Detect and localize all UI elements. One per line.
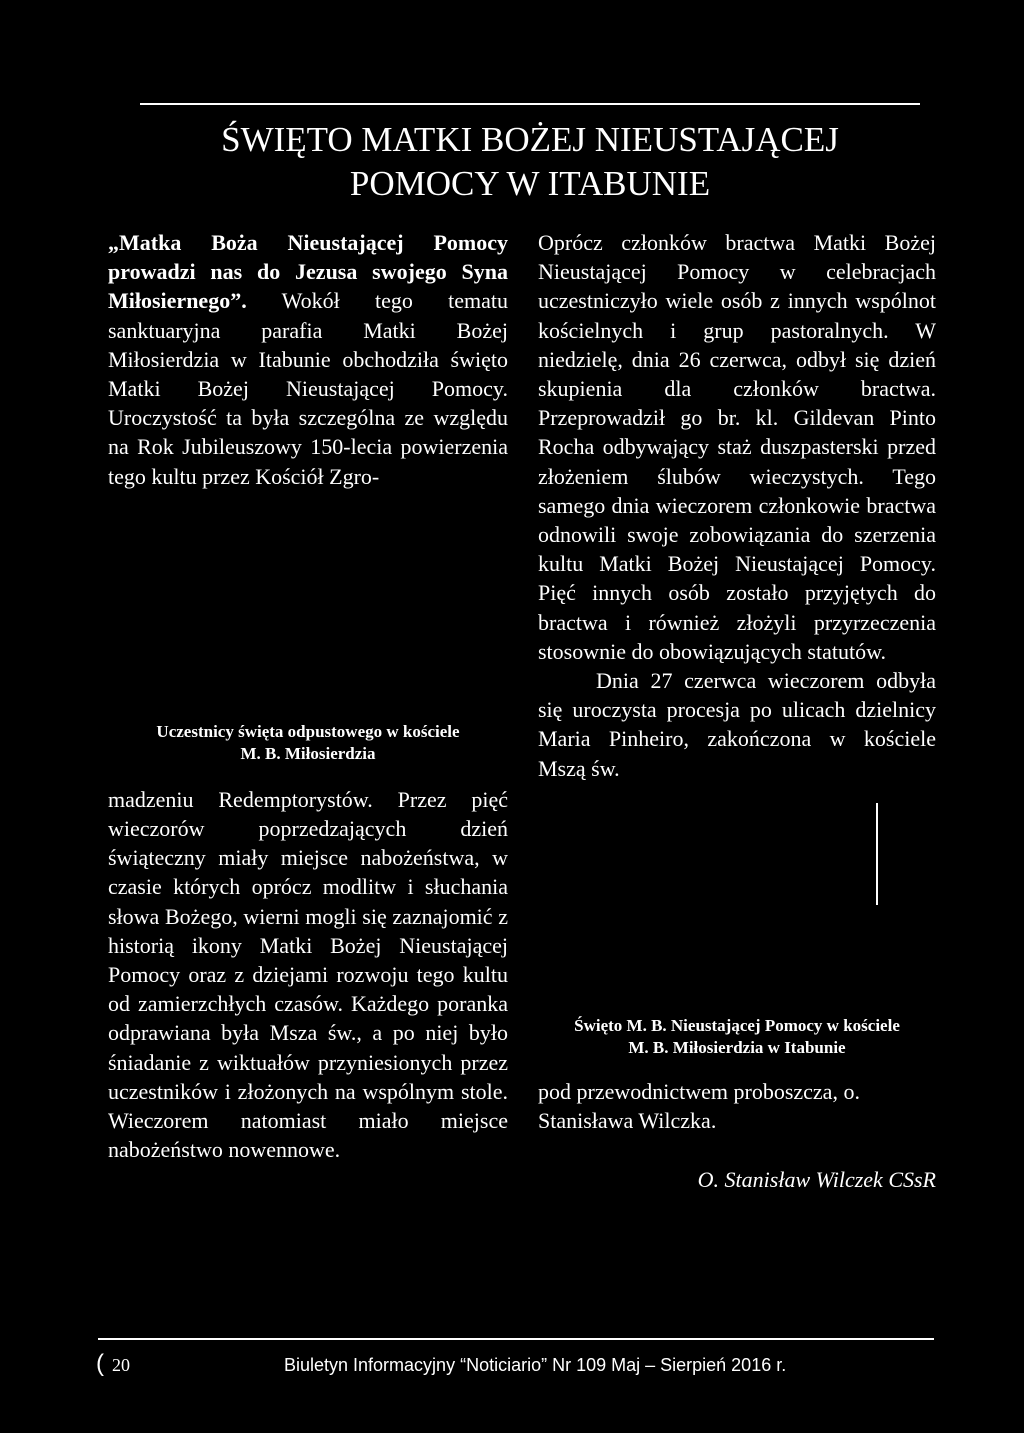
photo-caption-left [108, 721, 508, 765]
caption-left-line-1: Uczestnicy święta odpustowego w kościele [156, 721, 460, 741]
bottom-rule [98, 1338, 934, 1340]
right-column [538, 228, 936, 1194]
photo-caption-right [538, 1015, 936, 1059]
left-column [108, 228, 508, 1164]
right-paragraph-1: Oprócz członków bractwa Matki Bożej Nieustającej Pomocy w celebracjach uczestniczyło wiele osób z innych wspólnot kościelnych i grup pastoralnych. W niedzielę, dnia 26 czerwca, odbył się dzień skupienia dla członków bractwa. Przeprowadził go br. kl. Gildevan Pinto Rocha odbywający staż duszpasterski przed złożeniem ślubów wieczystych. Tego samego dnia wieczorem członkowie bractwa odnowili swoje zobowiązania do szerzenia kultu Matki Bożej Nieustającej Pomocy. Pięć innych osób zostało przyjętych do bractwa i również złożyli przyrzeczenia stosownie do obowiązujących statutów. [538, 230, 936, 664]
article-title [140, 118, 920, 206]
caption-right-line-2: M. B. Miłosierdzia w Itabunie [628, 1037, 846, 1057]
left-paragraph-1 [108, 228, 508, 491]
author-signature: O. Stanisław Wilczek CSsR [697, 1167, 936, 1193]
photo-area-right [538, 783, 936, 997]
caption-left-line-2: M. B. Miłosierdzia [240, 743, 376, 763]
top-rule [140, 103, 920, 105]
lead-quote: „Matka Boża Nieustającej Pomocy prowadzi nas do Jezusa swojego Syna Miłosiernego”. [108, 230, 508, 314]
page-number: 20 [112, 1355, 130, 1375]
caption-right-line-1: Święto M. B. Nieustającej Pomocy w kościele [574, 1015, 900, 1035]
title-line-1: ŚWIĘTO MATKI BOŻEJ NIEUSTAJĄCEJ [221, 120, 839, 159]
footer-bracket: ( [96, 1350, 104, 1377]
publication-info: Biuletyn Informacyjny “Noticiario” Nr 109 Maj – Sierpień 2016 r. [284, 1355, 787, 1375]
right-paragraph-2: Dnia 27 czerwca wieczorem odbyła się uroczysta procesja po ulicach dzielnicy Maria Pinheiro, zakończona w kościele Mszą św. [538, 668, 936, 781]
right-paragraph-3: pod przewodnictwem proboszcza, o. Stanisława Wilczka. [538, 1078, 860, 1134]
left-paragraph-2: madzeniu Redemptorystów. Przez pięć wieczorów poprzedzających dzień świąteczny miały miejsce nabożeństwa, w czasie których oprócz modlitw i słuchania słowa Bożego, wierni mogli się zaznajomić z historią ikony Matki Bożej Nieustającej Pomocy oraz z dziejami rozwoju tego kultu od zamierzchłych czasów. Każdego poranka odprawiana była Msza św., a po niej było śniadanie z wiktuałów przyniesionych przez uczestników i złożonych na wspólnym stole. Wieczorem natomiast miało miejsce nabożeństwo nowennowe. [108, 786, 508, 1163]
title-line-2: POMOCY W ITABUNIE [349, 164, 711, 203]
photo-edge-line [876, 803, 878, 905]
page-footer [96, 1350, 934, 1379]
left-paragraph-1-text: Wokół tego tematu sanktuaryjna parafia Matki Bożej Miłosierdzia w Itabunie obchodziła święto Matki Bożej Nieustającej Pomocy. Uroczystość ta była szczególna ze względu na Rok Jubileuszowy 150-lecia powierzenia tego kultu przez Kościół Zgro- [108, 288, 508, 489]
